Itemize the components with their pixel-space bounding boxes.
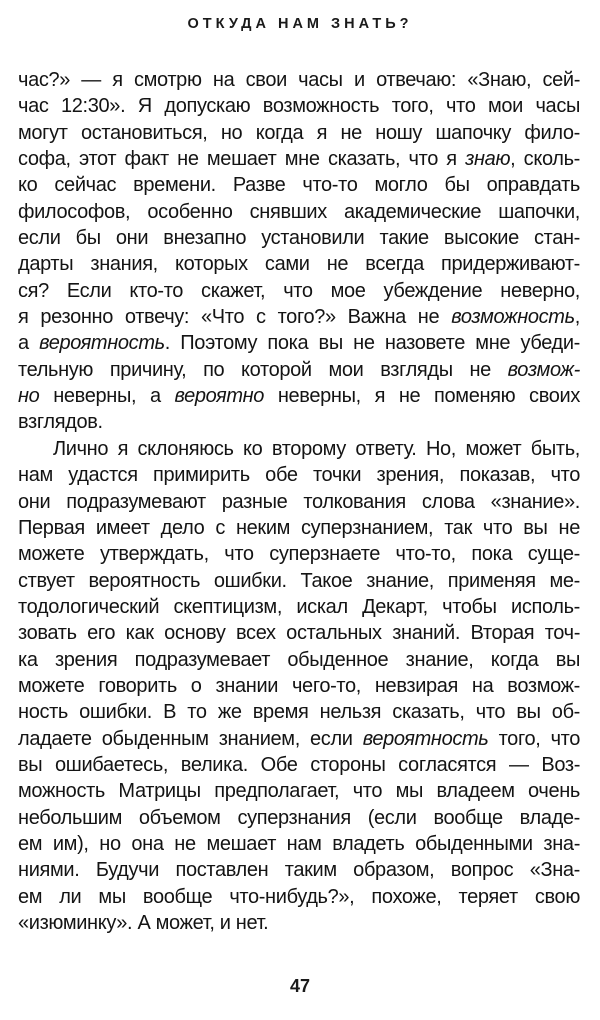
text-line bbox=[18, 436, 580, 462]
text-line bbox=[18, 699, 580, 725]
body-text: софа, этот факт не мешает мне сказать, что я bbox=[18, 148, 466, 171]
body-text: Лично я склоняюсь ко второму ответу. Но, может быть, bbox=[53, 437, 580, 460]
body-text: они подразумевают разные толкования слова «знание». bbox=[18, 490, 580, 513]
text-line bbox=[18, 304, 580, 330]
body-text: нам удастся примирить обе точки зрения, показав, что bbox=[18, 464, 580, 487]
text-line bbox=[18, 726, 580, 752]
text-line bbox=[18, 647, 580, 673]
body-text: можность Матрицы предполагает, что мы владеем очень bbox=[18, 780, 580, 803]
italic-text: возмож- bbox=[507, 358, 580, 381]
italic-text: вероятность bbox=[362, 727, 489, 750]
text-line bbox=[18, 172, 580, 198]
body-text: можете утверждать, что суперзнаете что-то, пока суще- bbox=[18, 543, 580, 566]
body-text: вы ошибаетесь, велика. Обе стороны согласятся — Воз- bbox=[18, 753, 580, 776]
body-text: час 12:30». Я допускаю возможность того, что мои часы bbox=[18, 95, 580, 118]
body-text: тодологический скептицизм, искал Декарт, чтобы исполь- bbox=[18, 595, 580, 618]
text-line bbox=[18, 462, 580, 488]
body-text: я резонно отвечу: «Что с того?» Важна не bbox=[18, 306, 452, 329]
text-line bbox=[18, 857, 580, 883]
body-text: ко сейчас времени. Разве что-то могло бы оправдать bbox=[18, 174, 580, 197]
body-text: ка зрения подразумевает обыденное знание, когда вы bbox=[18, 648, 580, 671]
body-text: ниями. Будучи поставлен таким образом, вопрос «Зна- bbox=[18, 859, 580, 882]
text-line bbox=[18, 357, 580, 383]
body-text: «изюминку». А может, и нет. bbox=[18, 912, 269, 934]
body-text: того, что bbox=[488, 727, 580, 750]
text-line bbox=[18, 805, 580, 831]
text-line bbox=[18, 910, 580, 936]
text-line bbox=[18, 330, 580, 356]
text-line bbox=[18, 831, 580, 857]
paragraph bbox=[18, 67, 580, 436]
paragraph bbox=[18, 436, 580, 937]
text-line bbox=[18, 199, 580, 225]
text-line bbox=[18, 146, 580, 172]
body-text: . Поэтому пока вы не назовете мне убеди- bbox=[164, 332, 580, 355]
body-text: ся? Если кто-то скажет, что мое убеждение неверно, bbox=[18, 279, 580, 302]
text-line bbox=[18, 278, 580, 304]
body-text: можете говорить о знании чего-то, невзирая на возмож- bbox=[18, 674, 580, 697]
body-text: неверны, а bbox=[39, 385, 175, 408]
body-text: , bbox=[574, 306, 580, 329]
body-text: ем ли мы вообще что-нибудь?», похоже, теряет свою bbox=[18, 885, 580, 908]
text-line bbox=[18, 93, 580, 119]
body-text: взглядов. bbox=[18, 411, 103, 434]
body-text: зовать его как основу всех остальных знаний. Вторая точ- bbox=[18, 622, 580, 645]
text-line bbox=[18, 541, 580, 567]
body-text: , сколь- bbox=[510, 148, 580, 171]
body-text: ладаете обыденным знанием, если bbox=[18, 727, 363, 750]
body-text: тельную причину, по которой мои взгляды не bbox=[18, 358, 508, 381]
text-line bbox=[18, 383, 580, 409]
body-text: ем им), но она не мешает нам владеть обыденными зна- bbox=[18, 832, 580, 855]
text-line bbox=[18, 409, 580, 435]
body-text: если бы они внезапно установили такие высокие стан- bbox=[18, 227, 580, 250]
page-number: 47 bbox=[289, 976, 311, 996]
italic-text: вероятно bbox=[174, 385, 265, 408]
text-block bbox=[18, 67, 580, 936]
body-text: могут остановиться, но когда я не ношу шапочку фило- bbox=[18, 121, 580, 144]
body-text: ствует вероятность ошибки. Такое знание, применяя ме- bbox=[18, 569, 580, 592]
body-text: небольшим объемом суперзнания (если вообще владе- bbox=[18, 806, 580, 829]
body-text: философов, особенно снявших академические шапочки, bbox=[18, 200, 580, 223]
text-line bbox=[18, 568, 580, 594]
body-text: а bbox=[18, 332, 40, 355]
italic-text: возможность bbox=[451, 306, 575, 329]
text-line bbox=[18, 884, 580, 910]
text-line bbox=[18, 778, 580, 804]
italic-text: вероятность bbox=[39, 332, 165, 355]
text-line bbox=[18, 515, 580, 541]
body-text: Первая имеет дело с неким суперзнанием, так что вы не bbox=[18, 516, 580, 539]
body-text: час?» — я смотрю на свои часы и отвечаю: «Знаю, сей- bbox=[18, 69, 580, 91]
text-line bbox=[18, 673, 580, 699]
text-line bbox=[18, 225, 580, 251]
text-line bbox=[18, 489, 580, 515]
italic-text: но bbox=[18, 385, 40, 408]
body-text: ность ошибки. В то же время нельзя сказать, что вы об- bbox=[18, 701, 580, 724]
text-line bbox=[18, 620, 580, 646]
text-line bbox=[18, 251, 580, 277]
running-header: ОТКУДА НАМ ЗНАТЬ? bbox=[187, 16, 413, 32]
body-text: дарты знания, которых сами не всегда придерживают- bbox=[18, 253, 580, 276]
italic-text: знаю bbox=[465, 148, 511, 171]
text-line bbox=[18, 120, 580, 146]
body-text: неверны, я не поменяю своих bbox=[264, 385, 580, 408]
text-line bbox=[18, 67, 580, 93]
text-line bbox=[18, 752, 580, 778]
text-line bbox=[18, 594, 580, 620]
